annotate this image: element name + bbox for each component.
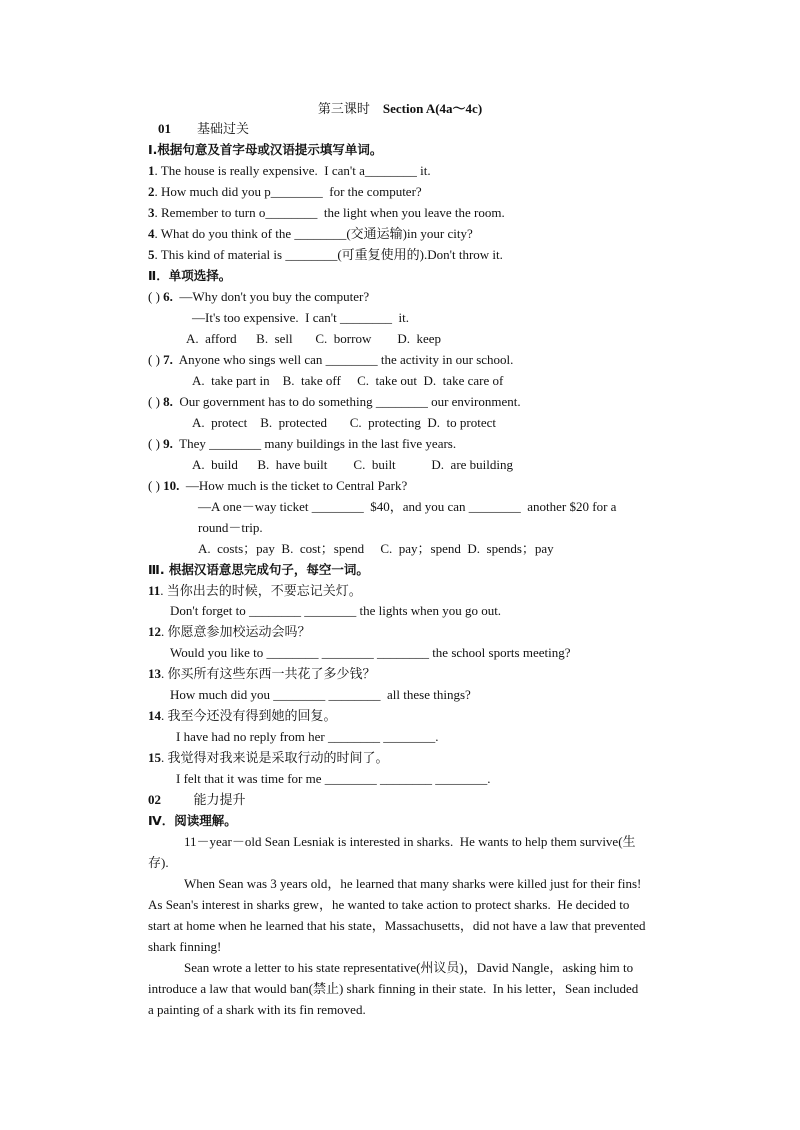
question-text: —Why don't you buy the computer? [172,289,370,304]
question-3 [148,205,505,221]
question-text: . 你买所有这些东西一共花了多少钱？ [161,666,376,681]
question-5 [148,247,503,263]
part-01-label: 基础过关 [197,121,250,136]
question-number: 11 [148,583,161,598]
passage-line: start at home when he learned that his state，Massachusetts，did not have a law that prevented [148,918,646,933]
question-13-zh [148,666,376,682]
question-14-en: I have had no reply from her ________ ________. [176,729,439,744]
passage-line: As Sean's interest in sharks grew，he wanted to take action to protect sharks. He decided to [148,897,630,912]
question-text: . How much did you p________ for the computer? [154,184,422,199]
question-number: 6. [163,289,173,304]
question-number: 5 [148,247,155,262]
question-text: . Remember to turn o________ the light when you leave the room. [154,205,505,220]
question-number: 10. [163,478,180,493]
question-11-en: Don't forget to ________ ________ the lights when you go out. [170,603,502,618]
passage-line: 11－year－old Sean Lesniak is interested in sharks. He wants to help them survive(生 [184,834,636,849]
question-4 [148,226,473,242]
question-number: 13 [148,666,161,681]
question-number: 12 [148,624,161,639]
question-text: . 你愿意参加校运动会吗？ [161,624,311,639]
part-02-number: 02 [148,792,161,807]
answer-paren: ( ) [148,394,164,409]
answer-paren: ( ) [148,478,164,493]
question-9 [148,436,456,452]
question-7-options: A. take part in B. take off C. take out D. take care of [192,373,504,388]
question-11-zh [148,583,362,599]
question-2 [148,184,422,200]
part-01-header [158,121,249,137]
question-text: . This kind of material is ________(可重复使用的).Don't throw it. [154,247,503,262]
part-02-header [148,792,246,808]
question-text: —How much is the ticket to Central Park? [179,478,408,493]
question-text: . 当你出去的时候，不要忘记关灯。 [160,583,362,598]
passage-line: a painting of a shark with its fin removed. [148,1002,366,1017]
question-number: 15 [148,750,161,765]
page-title [0,101,800,117]
question-text: . 我觉得对我来说是采取行动的时间了。 [161,750,389,765]
section-1-heading: Ⅰ.根据句意及首字母或汉语提示填写单词。 [148,142,383,157]
question-15-zh [148,750,389,766]
question-number: 8. [163,394,173,409]
question-9-options: A. build B. have built C. built D. are building [192,457,514,472]
question-number: 7. [163,352,173,367]
question-15-en: I felt that it was time for me ________ ________ ________. [176,771,491,786]
answer-paren: ( ) [148,436,164,451]
question-14-zh [148,708,337,724]
question-6-options: A. afford B. sell C. borrow D. keep [186,331,442,346]
question-text: . 我至今还没有得到她的回复。 [161,708,337,723]
passage-line: 存). [148,855,169,870]
question-10-line2: —A one－way ticket ________ $40，and you can ________ another $20 for a [198,499,617,514]
answer-paren: ( ) [148,289,164,304]
section-4-heading: Ⅳ．阅读理解。 [148,813,237,828]
question-7 [148,352,513,368]
answer-paren: ( ) [148,352,164,367]
section-2-heading: Ⅱ．单项选择。 [148,268,232,283]
question-8-options: A. protect B. protected C. protecting D. to protect [192,415,496,430]
question-number: 2 [148,184,155,199]
passage-line: introduce a law that would ban(禁止) shark finning in their state. In his letter，Sean included [148,981,639,996]
question-13-en: How much did you ________ ________ all these things? [170,687,471,702]
passage-line: Sean wrote a letter to his state representative(州议员)，David Nangle，asking him to [184,960,634,975]
question-10 [148,478,407,494]
question-number: 14 [148,708,161,723]
part-01-number: 01 [158,121,171,136]
question-10-options: A. costs；pay B. cost；spend C. pay；spend D. spends；pay [198,541,554,556]
question-text: Our government has to do something ________ our environment. [172,394,521,409]
passage-line: shark finning! [148,939,222,954]
title-zh: 第三课时 [317,101,370,116]
question-6 [148,289,369,305]
question-text: They ________ many buildings in the last five years. [172,436,457,451]
question-12-en: Would you like to ________ ________ ________ the school sports meeting? [170,645,571,660]
question-number: 1 [148,163,155,178]
question-text: . What do you think of the ________(交通运输)in your city? [154,226,473,241]
section-3-heading: Ⅲ. 根据汉语意思完成句子，每空一词。 [148,562,369,577]
question-12-zh [148,624,311,640]
question-number: 3 [148,205,155,220]
question-6-line2: —It's too expensive. I can't ________ it. [192,310,409,325]
passage-line: When Sean was 3 years old，he learned that many sharks were killed just for their fins! [184,876,642,891]
question-number: 9. [163,436,173,451]
question-text: Anyone who sings well can ________ the activity in our school. [172,352,514,367]
title-en: Section A(4a～4c) [382,101,483,116]
question-text: . The house is really expensive. I can't a________ it. [154,163,431,178]
question-number: 4 [148,226,155,241]
part-02-label: 能力提升 [193,792,246,807]
question-10-line3: round－trip. [198,520,263,535]
question-1 [148,163,431,179]
question-8 [148,394,521,410]
